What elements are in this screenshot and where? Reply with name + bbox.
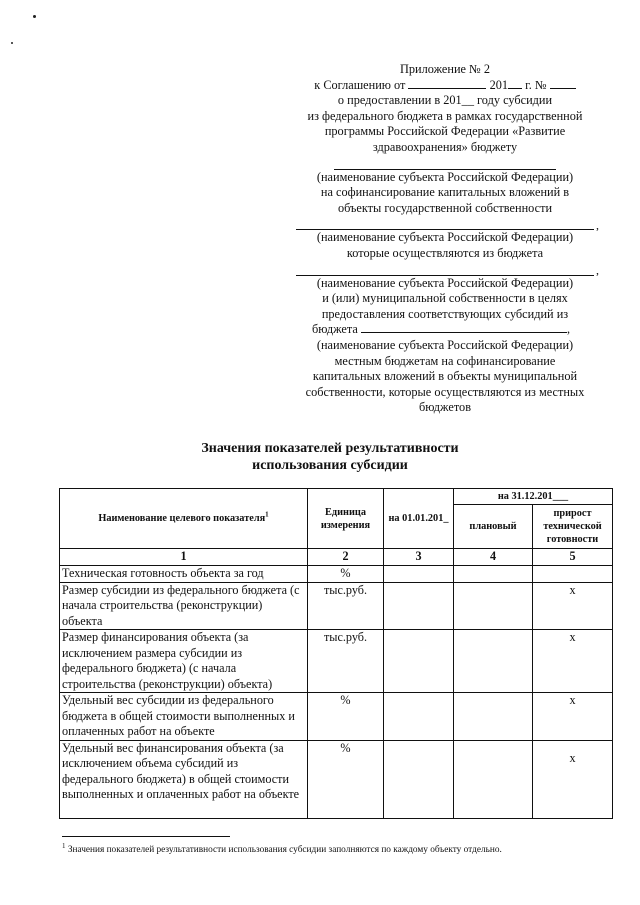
date-blank [408,78,486,89]
comma: , [596,262,599,277]
annex-title: Приложение № 2 [399,62,491,76]
budget-label: бюджета [312,322,358,337]
indicator-name: Размер финансирования объекта (за исключением размера субсидии из федерального бюджета) (с начала строительства (реконструкции) объекта) [60,630,308,693]
footnote-text: Значения показателей результативности использования субсидии заполняются по каждому объекту отдельно. [67,845,502,855]
column-number: 4 [454,549,533,566]
number-blank [550,78,576,89]
blank-line [334,157,556,170]
block3-line: предоставления соответствующих субсидий из [321,306,569,321]
indicators-table [59,488,613,819]
indicator-planned [454,582,533,630]
indicator-value [384,630,454,693]
blank-line [296,262,599,277]
table-row [60,693,613,741]
footnote [62,841,622,856]
indicator-planned [454,740,533,818]
column-number: 2 [308,549,384,566]
block4-line: бюджетов [418,400,472,415]
table-row [60,582,613,630]
indicator-unit: тыс.руб. [308,582,384,630]
agreement-year: 201 [489,77,509,92]
indicator-unit: % [308,565,384,582]
comma: , [596,217,599,232]
blank-line [296,217,599,232]
footnote-separator [62,836,230,837]
indicator-value [384,582,454,630]
block3-line: (наименование субъекта Российской Федерации) [316,275,574,290]
document-heading [110,440,550,474]
indicator-value [384,565,454,582]
block1-line: объекты государственной собственности [337,200,553,215]
block2-line: (наименование субъекта Российской Федерации) [316,230,574,245]
indicator-planned [454,693,533,741]
indicator-growth: x [533,582,613,630]
footnote-ref: 1 [265,510,269,519]
header-on-date: на 01.01.201_ [384,489,454,549]
block4-line: местным бюджетам на софинансирование [334,353,556,368]
scan-speck [33,15,36,18]
agreement-prefix: к Соглашению от [314,77,406,92]
block1-line: (наименование субъекта Российской Федерации) [316,169,574,184]
indicator-growth: x [533,630,613,693]
block4-line: (наименование субъекта Российской Федерации) [316,337,574,352]
heading-line: Значения показателей результативности [201,441,459,456]
indicator-value [384,740,454,818]
header-name: Наименование целевого показателя$^1$ [60,489,308,549]
indicator-name: Размер субсидии из федерального бюджета (с начала строительства (реконструкции) объекта [60,582,308,630]
footnote-marker: 1 [62,841,66,850]
subsidy-line: здравоохранения» бюджету [372,139,518,154]
header-planned: плановый [454,505,533,549]
budget-blank [361,322,567,333]
block1-line: на софинансирование капитальных вложений в [320,185,570,200]
header-unit: Единица измерения [308,489,384,549]
column-number: 3 [384,549,454,566]
header-growth: прирост технической готовности [533,505,613,549]
year-blank [508,78,522,89]
block4-line: собственности, которые осуществляются из местных [305,384,585,399]
agreement-line [296,78,594,94]
indicator-name: Удельный вес финансирования объекта (за исключением объема субсидий из федерального бюджета) в общей стоимости выполненных и оплаченных работ на объекте [60,740,308,818]
block3-line: и (или) муниципальной собственности в целях [322,291,568,306]
subsidy-line: программы Российской Федерации «Развитие [324,124,566,139]
header-period: на 31.12.201___ [454,489,613,505]
subsidy-line: о предоставлении в 201__ году субсидии [337,93,553,108]
indicator-name: Техническая готовность объекта за год [60,565,308,582]
table-row [60,740,613,818]
indicator-value [384,693,454,741]
column-number: 1 [60,549,308,566]
table-row [60,565,613,582]
indicator-growth: x [533,693,613,741]
indicator-growth: x [533,740,613,818]
scan-speck [11,42,13,44]
indicator-unit: тыс.руб. [308,630,384,693]
block3-budget-line [296,322,594,338]
agreement-year-suffix: г. № [525,77,547,92]
indicator-unit: % [308,740,384,818]
comma: , [566,322,571,337]
table-row [60,630,613,693]
indicator-unit: % [308,693,384,741]
indicator-planned [454,630,533,693]
column-number: 5 [533,549,613,566]
block2-line: которые осуществляются из бюджета [346,245,544,260]
column-numbers-row [60,549,613,566]
subsidy-line: из федерального бюджета в рамках государственной [307,108,583,123]
indicator-growth [533,565,613,582]
indicator-planned [454,565,533,582]
annex-header [296,62,599,416]
block4-line: капитальных вложений в объекты муниципальной [312,369,578,384]
header-row [60,489,613,505]
heading-line: использования субсидии [252,458,408,473]
indicator-name: Удельный вес субсидии из федерального бюджета в общей стоимости выполненных и оплаченных работ на объекте [60,693,308,741]
